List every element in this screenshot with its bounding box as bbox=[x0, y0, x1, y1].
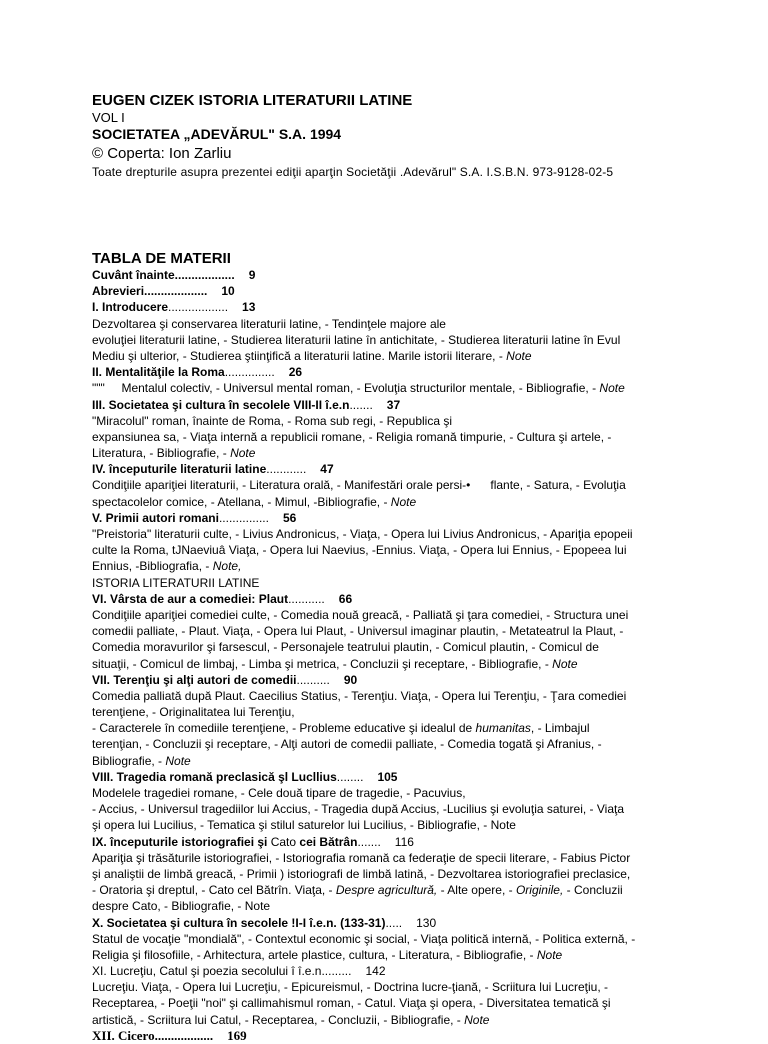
toc-text: - Accius, - Universul tragediilor lui Accius, - Tragedia după Accius, -Lucilius şi evoluţia saturei, - Viaţa bbox=[92, 802, 625, 817]
toc-text: Mediu şi ulterior, - Studierea ştiinţifică a literaturii latine. Marile istorii literare, - Note bbox=[92, 348, 532, 363]
toc-text: Bibliografie, - Note bbox=[92, 753, 191, 768]
toc-text: Literatura, - Bibliografie, - Note bbox=[92, 446, 256, 461]
toc-text: "Preistoria" literaturii culte, - Livius Andronicus, - Viaţa, - Opera lui Livius Andronicus, - Apariţia epopeii bbox=[92, 527, 633, 541]
toc-text: evoluţiei literaturii latine, - Studierea literaturii latine în antichitate, - Studierea literaturii latine în Evul bbox=[92, 332, 621, 347]
toc-text: culte la Roma, tJNaeviuâ Viaţa, - Opera lui Naevius, -Ennius. Viaţa, - Opera lui Ennius, - Epopeea lui bbox=[92, 543, 627, 558]
toc-text: comedii palliate, - Plaut. Viaţa, - Opera lui Plaut, - Universul imaginar plautin, - Metateatrul la Plaut, - bbox=[92, 624, 624, 639]
toc-text: Comedia palliată după Plaut. Caecilius Statius, - Terenţiu. Viaţa, - Opera lui Terenţiu, - Ţara comediei bbox=[92, 688, 627, 703]
toc-text: artistică, - Scriitura lui Catul, - Receptarea, - Concluzii, - Bibliografie, - Note bbox=[92, 1012, 490, 1027]
toc-text: - Oratoria şi dreptul, - Cato cel Bătrîn. Viaţa, - Despre agricultură, - Alte opere, - Originile, - Concluzii bbox=[92, 883, 623, 898]
toc-text: terenţiene, - Originalitatea lui Terenţiu, bbox=[92, 705, 295, 720]
toc-entry: XII. Cicero.................. 169 bbox=[92, 1027, 247, 1043]
toc-text: Comedia moravurilor şi farsescul, - Personajele teatrului plautin, - Comicul plautin, - Comicul de bbox=[92, 640, 599, 655]
toc-text: şi opera lui Lucilius, - Tematica şi stilul saturelor lui Lucilius, - Bibliografie, - Note bbox=[92, 818, 516, 833]
toc-entry: X. Societatea şi cultura în secolele !I-I î.e.n. (133-31)..... 130 bbox=[92, 915, 437, 930]
toc-text: """ Mentalul colectiv, - Universul mental roman, - Evoluţia structurilor mentale, - Bibliografie, - Note bbox=[92, 381, 625, 396]
toc-entry: VI. Vârsta de aur a comediei: Plaut........... 66 bbox=[92, 591, 353, 606]
rights-notice: Toate drepturile asupra prezentei ediţii aparţin Societăţii .Adevărul" S.A. I.S.B.N. 973-9128-02-5 bbox=[92, 165, 614, 179]
toc-text: Religia şi filosofiile, - Arhitectura, artele plastice, cultura, - Literatura, - Bibliografie, - Note bbox=[92, 947, 563, 962]
cover-credit: © Coperta: Ion Zarliu bbox=[92, 145, 232, 162]
toc-text: Receptarea, - Poeţii "noi" şi callimahismul roman, - Catul. Viaţa şi opera, - Diversitatea tematică şi bbox=[92, 996, 611, 1011]
volume-label: VOL I bbox=[92, 110, 125, 125]
toc-entry: V. Primii autori romani............... 56 bbox=[92, 510, 297, 525]
toc-entry: II. Mentalităţile la Roma............... 26 bbox=[92, 365, 303, 380]
toc-entry: VIII. Tragedia romană preclasică şl Lucllius........ 105 bbox=[92, 769, 398, 784]
toc-text: Dezvoltarea şi conservarea literaturii latine, - Tendinţele majore ale bbox=[92, 316, 446, 331]
publisher-line: SOCIETATEA „ADEVĂRUL" S.A. 1994 bbox=[92, 126, 342, 142]
toc-entry: VII. Terenţiu şi alţi autori de comedii.......... 90 bbox=[92, 672, 358, 687]
toc-entry: Cuvânt înainte.................. 9 bbox=[92, 268, 256, 282]
toc-text: Condiţiile apariţiei literaturii, - Literatura orală, - Manifestări orale persi-• flante, - Satura, - Evoluţia bbox=[92, 478, 626, 493]
toc-text: - Caracterele în comediile terenţiene, - Probleme educative şi idealul de humanitas, - Limbajul bbox=[92, 721, 590, 736]
toc-entry: IV. începuturile literaturii latine............ 47 bbox=[92, 462, 334, 477]
running-head: ISTORIA LITERATURII LATINE bbox=[92, 575, 260, 590]
toc-entry: I. Introducere.................. 13 bbox=[92, 300, 256, 315]
toc-text: situaţii, - Comicul de limbaj, - Limba şi metrica, - Concluzii şi receptare, - Bibliografie, - Note bbox=[92, 656, 578, 671]
toc-entry: III. Societatea şi cultura în secolele VIII-II î.e.n....... 37 bbox=[92, 397, 401, 412]
toc-title: TABLA DE MATERII bbox=[92, 250, 231, 267]
table-of-contents bbox=[92, 267, 692, 1044]
toc-text: Lucreţiu. Viaţa, - Opera lui Lucreţiu, - Epicureismul, - Doctrina lucre-ţiană, - Scriitura lui Lucreţiu, - bbox=[92, 980, 608, 995]
toc-entry: Abrevieri................... 10 bbox=[92, 284, 235, 299]
toc-text: şi analiştii de limbă greacă, - Primii ) istoriografi de limbă latină, - Dezvoltarea istoriografiei preclasice, bbox=[92, 866, 631, 881]
toc-text: despre Cato, - Bibliografie, - Note bbox=[92, 899, 271, 914]
toc-entry: XI. Lucreţiu, Catul şi poezia secolului î î.e.n......... 142 bbox=[92, 964, 386, 979]
toc-text: Condiţiile apariţiei comediei culte, - Comedia nouă greacă, - Palliată şi ţara comediei, - Structura unei bbox=[92, 607, 629, 622]
toc-text: spectacolelor comice, - Atellana, - Mimul, -Bibliografie, - Note bbox=[92, 494, 417, 509]
toc-text: Apariţia şi trăsăturile istoriografiei, - Istoriografia romană ca federaţie de specii literare, - Fabius Pictor bbox=[92, 850, 631, 865]
toc-text: expansiunea sa, - Viaţa internă a republicii romane, - Religia romană timpurie, - Cultura şi artele, - bbox=[92, 429, 612, 444]
toc-text: "Miracolul" roman, înainte de Roma, - Roma sub regi, - Republica şi bbox=[92, 413, 452, 428]
toc-entry: IX. începuturile istoriografiei şi Cato cei Bătrân....... 116 bbox=[92, 834, 414, 849]
toc-text: terenţian, - Concluzii şi receptare, - Alţi autori de comedii palliate, - Comedia togată şi Afranius, - bbox=[92, 737, 602, 752]
toc-text: Ennius, -Bibliografia, - Note, bbox=[92, 559, 242, 574]
toc-text: Statul de vocaţie "mondială", - Contextul economic şi social, - Viaţa politică internă, - Politica externă, - bbox=[92, 931, 636, 946]
toc-text: Modelele tragediei romane, - Cele două tipare de tragedie, - Pacuvius, bbox=[92, 786, 466, 800]
book-title: EUGEN CIZEK ISTORIA LITERATURII LATINE bbox=[92, 92, 413, 109]
